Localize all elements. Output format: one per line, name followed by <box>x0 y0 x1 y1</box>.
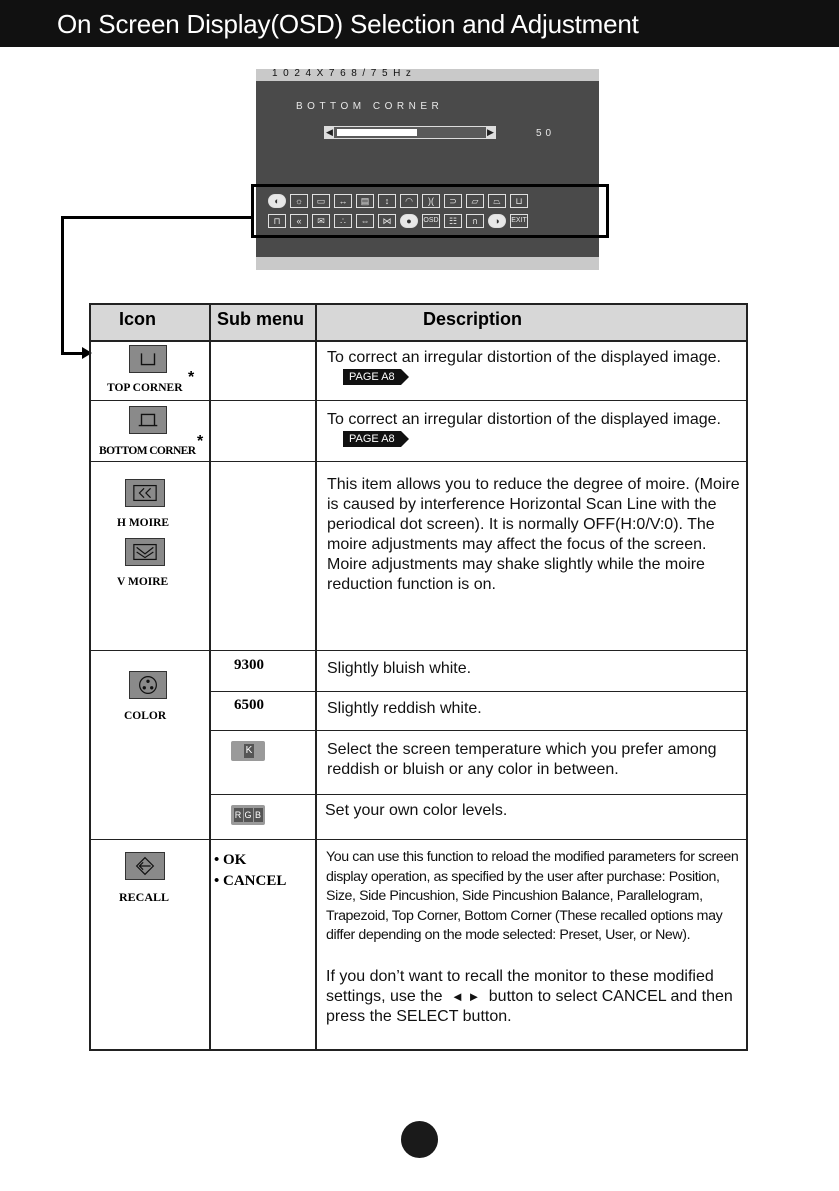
page-ref-tag[interactable]: PAGE A8 <box>343 369 401 385</box>
label-recall: RECALL <box>119 890 170 904</box>
h-size-icon[interactable]: ↔ <box>334 194 352 208</box>
recall-icon[interactable]: ⇔ <box>356 214 374 228</box>
row-divider <box>211 691 746 692</box>
row-divider <box>91 650 746 651</box>
osd-icon-row-2 <box>268 214 528 228</box>
slider-fill <box>337 129 417 136</box>
description-6500: Slightly reddish white. <box>327 700 482 717</box>
row-divider <box>91 400 746 401</box>
header-submenu-col: Sub menu <box>211 305 315 341</box>
row-divider <box>211 794 746 795</box>
osd-icon[interactable]: OSD <box>422 214 440 228</box>
row-divider <box>91 340 746 342</box>
top-corner-icon[interactable]: ⊔ <box>510 194 528 208</box>
bottom-corner-icon[interactable]: ⊓ <box>268 214 286 228</box>
row-divider <box>91 839 746 840</box>
recall-icon <box>125 852 165 880</box>
label-bottom-corner: BOTTOM CORNER <box>99 445 196 457</box>
h-moire-icon <box>125 479 165 507</box>
header-description-col: Description <box>317 305 746 341</box>
label-color: COLOR <box>124 710 167 722</box>
trapezoid-icon[interactable]: ⏢ <box>488 194 506 208</box>
description-recall-cancel: If you don’t want to recall the monitor to these modified settings, use the ◄ ► button to select CANCEL and then press the SELECT button. <box>326 968 733 1025</box>
v-position-icon[interactable]: ↕ <box>378 194 396 208</box>
signal-icon[interactable]: ก <box>466 214 484 228</box>
osd-screen <box>256 69 599 270</box>
page-ref-tag[interactable]: PAGE A8 <box>343 431 401 447</box>
position-icon[interactable]: ▭ <box>312 194 330 208</box>
description-bottom-corner: To correct an irregular distortion of the displayed image. PAGE A8 <box>327 411 721 445</box>
description-k: Select the screen temperature which you prefer among reddish or bluish or any color in between. <box>327 741 717 778</box>
osd-slider[interactable] <box>324 126 496 139</box>
osd-icon-highlight-frame <box>251 184 609 238</box>
v-moire-icon[interactable]: ✉ <box>312 214 330 228</box>
left-right-arrow-icons: ◄ ► <box>450 989 481 1004</box>
page-number-badge <box>401 1121 438 1158</box>
osd-value: 50 <box>536 128 556 139</box>
k-glyph: K <box>245 745 253 756</box>
osd-item-name: BOTTOM CORNER <box>296 101 444 112</box>
rgb-button <box>231 805 265 825</box>
osd-resolution: 1024X768/75Hz <box>272 68 417 79</box>
row-divider <box>91 461 746 462</box>
r-glyph: R <box>234 810 242 820</box>
color-temperature-button <box>231 741 265 761</box>
info-icon[interactable]: ◑ <box>488 214 506 228</box>
slider-right-arrow-icon[interactable]: ▶ <box>487 127 494 137</box>
label-v-moire: V MOIRE <box>117 576 169 588</box>
exit-icon[interactable]: EXIT <box>510 214 528 228</box>
v-moire-icon <box>125 538 165 566</box>
label-h-moire: H MOIRE <box>117 517 170 529</box>
page-title: On Screen Display(OSD) Selection and Adjustment <box>57 9 639 39</box>
osd-status-bar <box>256 69 599 81</box>
label-top-corner: TOP CORNER <box>107 382 183 394</box>
description-9300: Slightly bluish white. <box>327 660 472 677</box>
connector-line <box>61 217 64 355</box>
description-moire: This item allows you to reduce the degree of moire. (Moire is caused by interference Horizontal Scan Line with the periodical dot screen). It is normally OFF(H:0/V:0). The moire adjustments may affect the focus of the screen. Moire adjustments may shake slightly while the moire reduction function is on. <box>327 476 740 593</box>
h-moire-icon[interactable]: « <box>290 214 308 228</box>
osd-reference-table <box>89 303 748 1051</box>
g-glyph: G <box>244 810 252 820</box>
submenu-6500: 6500 <box>234 697 264 713</box>
pin-balance-icon[interactable]: )( <box>422 194 440 208</box>
side-icon[interactable]: ⊃ <box>444 194 462 208</box>
top-corner-icon <box>129 345 167 373</box>
v-size-icon[interactable]: ▤ <box>356 194 374 208</box>
pincushion-icon[interactable]: ◠ <box>400 194 418 208</box>
description-top-corner: To correct an irregular distortion of the displayed image. PAGE A8 <box>327 349 721 383</box>
connector-line <box>61 216 252 219</box>
description-recall-detail: You can use this function to reload the modified parameters for screen display operation, as specified by the user after purchase: Position, Size, Side Pincushion, Side Pincushion Balance, Parallelogram, Trapezoid, Top Corner, Bottom Corner (These recalled options may differ depending on the mode selected: Preset, User, or New). <box>326 849 739 943</box>
osd-icon-row-1 <box>268 194 528 208</box>
globe-icon[interactable]: ● <box>400 214 418 228</box>
contrast-icon[interactable]: ◐ <box>268 194 286 208</box>
description-rgb: Set your own color levels. <box>325 802 508 819</box>
page-header <box>0 0 839 47</box>
osd-footer-bar <box>256 257 599 270</box>
brightness-icon[interactable]: ☼ <box>290 194 308 208</box>
bottom-corner-icon <box>129 406 167 434</box>
parallelogram-icon[interactable]: ▱ <box>466 194 484 208</box>
asterisk-note: * <box>197 433 204 450</box>
column-divider <box>315 305 317 1049</box>
asterisk-note: * <box>188 369 195 386</box>
column-divider <box>209 305 211 1049</box>
color-icon <box>129 671 167 699</box>
header-icon-col: Icon <box>91 305 209 341</box>
b-glyph: B <box>254 810 261 820</box>
degauss-icon[interactable]: ☷ <box>444 214 462 228</box>
submenu-ok: • OK <box>214 852 247 868</box>
color-icon[interactable]: ∴ <box>334 214 352 228</box>
submenu-9300: 9300 <box>234 657 264 673</box>
language-icon[interactable]: ⋈ <box>378 214 396 228</box>
submenu-cancel: • CANCEL <box>214 873 287 889</box>
row-divider <box>211 730 746 731</box>
slider-left-arrow-icon[interactable]: ◀ <box>326 127 333 137</box>
